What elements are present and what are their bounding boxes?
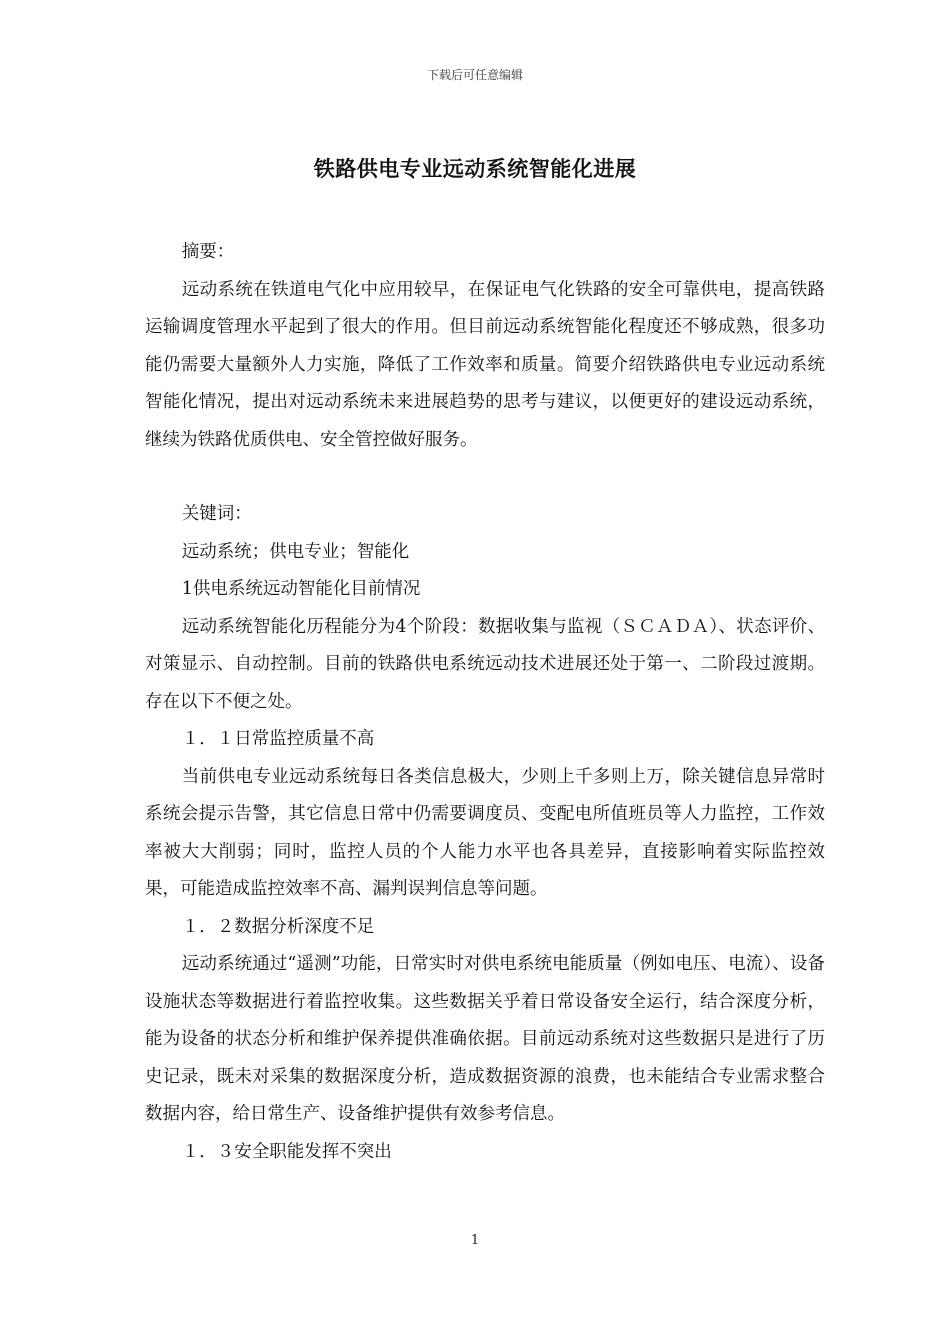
subsection-1-2-body: 远动系统通过“遥测”功能，日常实时对供电系统电能质量（例如电压、电流）、设备设施状态等数据进行着监控收集。这些数据关乎着日常设备安全运行，结合深度分析，能为设备的状态分析和维护保养提供准确依据。目前远动系统对这些数据只是进行了历史记录，既未对采集的数据深度分析，造成数据资源的浪费，也未能结合专业需求整合数据内容，给日常生产、设备维护提供有效参考信息。 [145, 954, 825, 1124]
subsection-1-3-heading: １．３安全职能发挥不突出 [181, 1141, 392, 1162]
abstract-label: 摘要： [181, 242, 235, 262]
page-header: 下载后可任意编辑 [426, 68, 523, 82]
document-body [145, 234, 825, 1171]
subsection-1-1-heading: １．１日常监控质量不高 [181, 729, 375, 749]
document-title: 铁路供电专业远动系统智能化进展 [313, 157, 637, 181]
paragraph-gap [145, 459, 825, 496]
section-1-heading: 1供电系统远动智能化目前情况 [181, 579, 421, 599]
keywords-label: 关键词： [181, 504, 252, 524]
keywords-body: 远动系统；供电专业；智能化 [181, 541, 410, 562]
section-1-intro: 远动系统智能化历程能分为4个阶段：数据收集与监视（ＳＣＡＤＡ）、状态评价、对策显示、自动控制。目前的铁路供电系统远动技术进展还处于第一、二阶段过渡期。存在以下不便之处。 [145, 616, 825, 712]
abstract-body: 远动系统在铁道电气化中应用较早，在保证电气化铁路的安全可靠供电，提高铁路运输调度管理水平起到了很大的作用。但目前远动系统智能化程度还不够成熟，很多功能仍需要大量额外人力实施，降低了工作效率和质量。简要介绍铁路供电专业远动系统智能化情况，提出对远动系统未来进展趋势的思考与建议，以便更好的建设远动系统，继续为铁路优质供电、安全管控做好服务。 [145, 279, 825, 450]
subsection-1-2-heading: １．２数据分析深度不足 [181, 916, 375, 937]
subsection-1-1-body: 当前供电专业远动系统每日各类信息极大，少则上千多则上万，除关键信息异常时系统会提示告警，其它信息日常中仍需要调度员、变配电所值班员等人力监控，工作效率被大大削弱；同时，监控人员的个人能力水平也各具差异，直接影响着实际监控效果，可能造成监控效率不高、漏判误判信息等问题。 [145, 766, 825, 899]
page-number: 1 [470, 1233, 480, 1248]
